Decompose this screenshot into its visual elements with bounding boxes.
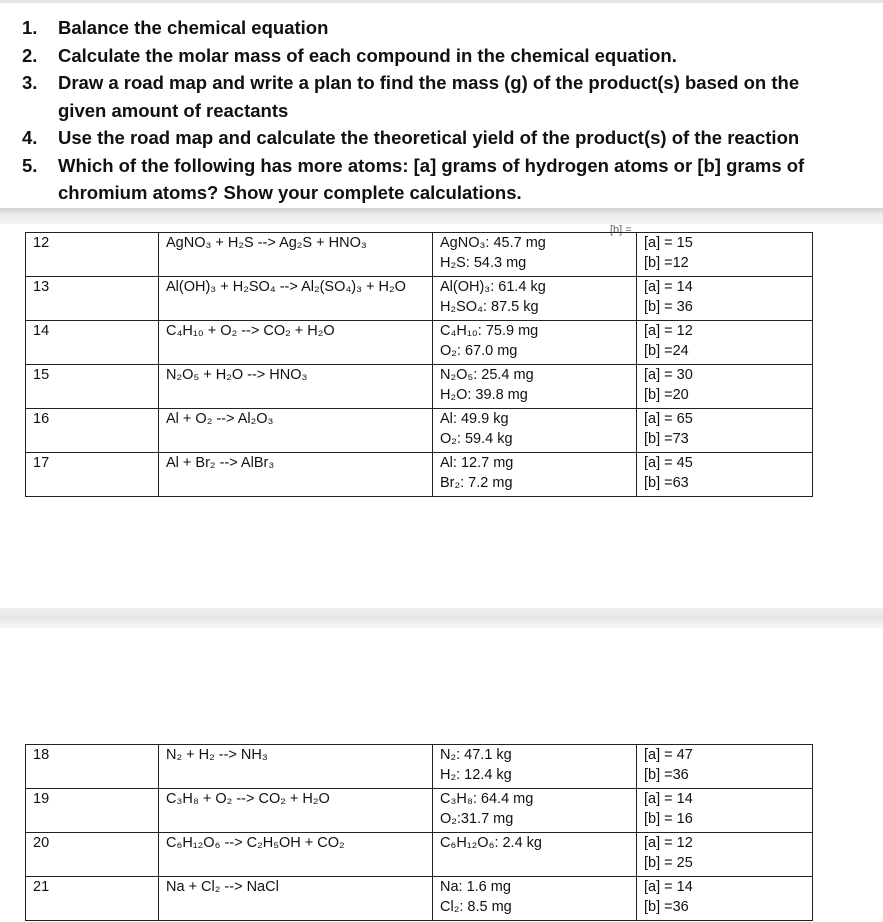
atom-grams [637,877,813,921]
reactant-amounts [433,277,637,321]
atom-gram-value: [a] = 47 [644,747,693,763]
problem-number: 20 [26,833,159,877]
cut-off-text: [b] = [610,224,632,236]
reactant-amount: O₂: 59.4 kg [440,430,513,447]
instruction-item [22,152,883,207]
table-row [26,409,813,453]
table-row [26,877,813,921]
atom-grams [637,833,813,877]
atom-gram-value: [b] = 16 [644,810,693,827]
atom-grams [637,277,813,321]
reactant-amount: Al(OH)₃: 61.4 kg [440,279,546,295]
chemical-equation: C₆H₁₂O₆ --> C₂H₅OH + CO₂ [159,833,433,877]
chemical-equation: Na + Cl₂ --> NaCl [159,877,433,921]
reactant-amounts [433,833,637,877]
reactant-amount: N₂O₅: 25.4 mg [440,367,534,383]
reactant-amount: H₂: 12.4 kg [440,766,512,783]
reaction-table-1 [25,232,813,497]
reactant-amount: Br₂: 7.2 mg [440,474,513,491]
table-row [26,233,813,277]
atom-grams [637,745,813,789]
atom-gram-value: [a] = 12 [644,323,693,339]
table-row [26,453,813,497]
instruction-number: 4. [22,127,38,148]
atom-grams [637,233,813,277]
reactant-amount: Cl₂: 8.5 mg [440,898,512,915]
instruction-item [22,69,883,124]
reactant-amount: Na: 1.6 mg [440,879,511,895]
chemical-equation: Al(OH)₃ + H₂SO₄ --> Al₂(SO₄)₃ + H₂O [159,277,433,321]
chemical-equation: AgNO₃ + H₂S --> Ag₂S + HNO₃ [159,233,433,277]
problem-number: 21 [26,877,159,921]
reactant-amount: H₂O: 39.8 mg [440,386,528,403]
instructions-list [22,14,883,207]
instruction-number: 5. [22,154,38,176]
instruction-text: Use the road map and calculate the theoretical yield of the product(s) of the reaction [58,127,800,148]
reactant-amount: C₆H₁₂O₆: 2.4 kg [440,835,542,851]
instruction-text: Calculate the molar mass of each compound in the chemical equation. [58,44,677,66]
reactant-amounts [433,321,637,365]
atom-gram-value: [a] = 15 [644,235,693,251]
instruction-item [22,14,883,42]
table-row [26,833,813,877]
reactant-amount: Al: 49.9 kg [440,411,509,427]
instruction-item [22,42,883,70]
reactant-amount: AgNO₃: 45.7 mg [440,235,546,251]
reactant-amount: O₂: 67.0 mg [440,342,518,359]
reactant-amount: N₂: 47.1 kg [440,747,512,763]
reactant-amounts [433,877,637,921]
atom-grams [637,321,813,365]
atom-gram-value: [b] = 36 [644,298,693,315]
table-row [26,365,813,409]
table-row [26,321,813,365]
atom-gram-value: [a] = 14 [644,279,693,295]
reactant-amounts [433,453,637,497]
atom-grams [637,453,813,497]
reactant-amount: C₃H₈: 64.4 mg [440,791,534,807]
table-row [26,277,813,321]
chemical-equation: N₂O₅ + H₂O --> HNO₃ [159,365,433,409]
chemical-equation: Al + Br₂ --> AlBr₃ [159,453,433,497]
instruction-text: Draw a road map and write a plan to find the mass (g) of the product(s) based on the given amount of reactants [58,72,800,121]
reactant-amounts [433,409,637,453]
atom-grams [637,789,813,833]
reactant-amount: H₂SO₄: 87.5 kg [440,298,539,315]
reactant-amount: H₂S: 54.3 mg [440,254,527,271]
problem-number: 19 [26,789,159,833]
instruction-number: 2. [22,44,38,66]
instruction-text: Which of the following has more atoms: [a] grams of hydrogen atoms or [b] grams of chromium atoms? Show your complete calculations. [58,154,805,203]
atom-gram-value: [b] =36 [644,766,689,783]
problem-number: 12 [26,233,159,277]
problem-number: 16 [26,409,159,453]
problem-number: 15 [26,365,159,409]
atom-gram-value: [a] = 30 [644,367,693,383]
atom-gram-value: [b] =63 [644,474,689,491]
reactant-amount: C₄H₁₀: 75.9 mg [440,323,539,339]
reactant-amount: Al: 12.7 mg [440,455,514,471]
atom-gram-value: [a] = 65 [644,411,693,427]
atom-gram-value: [b] =24 [644,342,689,359]
reactant-amounts [433,745,637,789]
chemical-equation: N₂ + H₂ --> NH₃ [159,745,433,789]
problem-number: 14 [26,321,159,365]
atom-gram-value: [b] =73 [644,430,689,447]
chemical-equation: Al + O₂ --> Al₂O₃ [159,409,433,453]
atom-gram-value: [a] = 14 [644,791,693,807]
reactant-amounts [433,233,637,277]
chemical-equation: C₄H₁₀ + O₂ --> CO₂ + H₂O [159,321,433,365]
page-separator [0,208,883,224]
atom-gram-value: [b] =12 [644,254,689,271]
atom-gram-value: [a] = 12 [644,835,693,851]
reaction-table-2 [25,744,813,921]
atom-grams [637,365,813,409]
problem-number: 18 [26,745,159,789]
atom-grams [637,409,813,453]
reactant-amounts [433,789,637,833]
instruction-number: 1. [22,17,38,38]
atom-gram-value: [b] =20 [644,386,689,403]
reactant-amounts [433,365,637,409]
atom-gram-value: [b] = 25 [644,854,693,871]
instruction-number: 3. [22,72,38,93]
table-row [26,745,813,789]
problem-number: 17 [26,453,159,497]
problem-number: 13 [26,277,159,321]
instruction-item [22,124,883,152]
page-separator [0,608,883,628]
atom-gram-value: [a] = 45 [644,455,693,471]
atom-gram-value: [a] = 14 [644,879,693,895]
reactant-amount: O₂:31.7 mg [440,810,514,827]
atom-gram-value: [b] =36 [644,898,689,915]
instruction-text: Balance the chemical equation [58,17,329,38]
chemical-equation: C₃H₈ + O₂ --> CO₂ + H₂O [159,789,433,833]
table-row [26,789,813,833]
top-border [0,0,883,3]
